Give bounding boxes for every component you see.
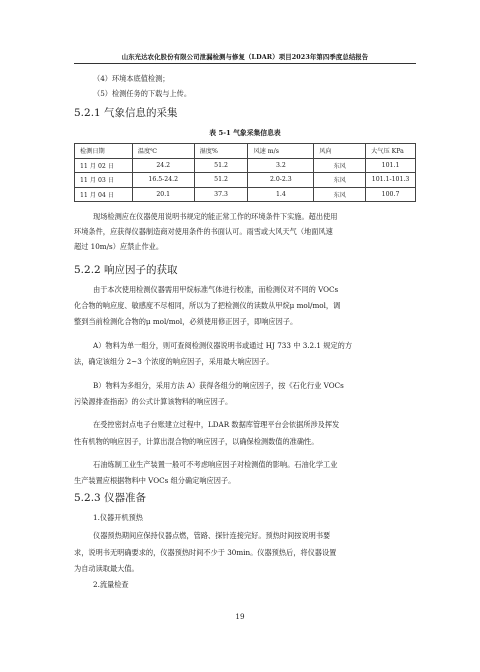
table-header-row xyxy=(75,144,416,159)
cell-temperature: 24.2 xyxy=(132,158,194,173)
header-temperature: 温度℃ xyxy=(132,144,194,159)
table-row xyxy=(75,173,416,188)
section-heading-5-2-1: 5.2.1 气象信息的采集 xyxy=(74,107,178,119)
cell-wind-speed: 2.0-2.3 xyxy=(248,173,314,188)
header-wind-direction: 风向 xyxy=(314,144,366,159)
cell-pressure: 100.7 xyxy=(366,187,416,202)
cell-pressure: 101.1 xyxy=(366,158,416,173)
paragraph-line: 污染源排查指南》的公式计算该物料的响应因子。 xyxy=(74,397,233,406)
table-row xyxy=(75,158,416,173)
paragraph-line: 由于本次使用检测仪器需用甲烷标准气体进行校准，而检测仪对不同的 VOCs xyxy=(93,285,339,294)
paragraph-line: 求，说明书无明确要求的，仪器预热时间不少于 30min。仪器预热后，将仪器设置 xyxy=(74,548,337,557)
paragraph-line: 在受控密封点电子台账建立过程中，LDAR 数据库管理平台会依据所涉及挥发 xyxy=(93,420,340,429)
paragraph-line: B）物料为多组分，采用方法 A）获得各组分的响应因子，按《石化行业 VOCs xyxy=(93,381,344,390)
paragraph-line: 仪器预热期间应保持仪器点燃，管路、探针连接完好。预热时间按说明书要 xyxy=(93,531,331,540)
page-number: 19 xyxy=(235,612,245,621)
cell-humidity: 51.2 xyxy=(194,173,248,188)
cell-wind-direction: 东风 xyxy=(314,187,366,202)
cell-wind-speed: 3.2 xyxy=(248,158,314,173)
sub-heading: 2.流量检查 xyxy=(93,580,129,589)
header-pressure: 大气压 KPa xyxy=(366,144,416,159)
paragraph-line: 生产装置应根据物料中 VOCs 组分确定响应因子。 xyxy=(74,476,236,485)
cell-date: 11 月 02 日 xyxy=(75,158,133,173)
paragraph-line: 石油炼制工业生产装置一般可不考虑响应因子对检测值的影响。石油化学工业 xyxy=(93,460,338,469)
cell-humidity: 51.2 xyxy=(194,158,248,173)
cell-pressure: 101.1-101.3 xyxy=(366,173,416,188)
header-wind-speed: 风速 m/s xyxy=(248,144,314,159)
cell-wind-direction: 东风 xyxy=(314,158,366,173)
cell-temperature: 20.1 xyxy=(132,187,194,202)
page-header: 山东光达农化股份有限公司泄漏检测与修复（LDAR）项目2023年第四季度总结报告 xyxy=(121,53,369,61)
paragraph-line: 超过 10m/s）应禁止作业。 xyxy=(74,242,164,251)
header-date: 检测日期 xyxy=(75,144,133,159)
paragraph-line: 性有机物的响应因子，计算出混合物的响应因子，以确保检测数值的准确性。 xyxy=(74,437,319,446)
weather-info-table xyxy=(74,143,416,202)
paragraph-line: 为自动读取最大值。 xyxy=(74,564,139,573)
paragraph-line: A）物料为单一组分，则可查阅检测仪器说明书或通过 HJ 733 中 3.2.1 规定的方 xyxy=(93,341,353,350)
cell-date: 11 月 03 日 xyxy=(75,173,133,188)
list-item-4: （4）环境本底值检测； xyxy=(93,74,170,83)
table-row xyxy=(75,187,416,202)
header-humidity: 湿度% xyxy=(194,144,248,159)
paragraph-line: 化合物的响应度、敏感度不尽相同，所以为了把检测仪的读数从甲烷μ mol/mol，调 xyxy=(74,301,341,310)
cell-wind-direction: 东风 xyxy=(314,173,366,188)
cell-humidity: 37.3 xyxy=(194,187,248,202)
section-heading-5-2-3: 5.2.3 仪器准备 xyxy=(74,492,147,504)
paragraph-line: 整到当前检测化合物的μ mol/mol，必须使用修正因子，即响应因子。 xyxy=(74,317,298,326)
table-caption: 表 5-1 气象采集信息表 xyxy=(209,129,281,137)
list-item-5: （5）检测任务的下载与上传。 xyxy=(93,89,192,98)
sub-heading: 1.仪器开机预热 xyxy=(93,513,143,522)
paragraph-line: 法，确定该组分 2~3 个浓度的响应因子，采用最大响应因子。 xyxy=(74,357,274,366)
cell-date: 11 月 04 日 xyxy=(75,187,133,202)
cell-temperature: 16.5-24.2 xyxy=(132,173,194,188)
section-heading-5-2-2: 5.2.2 响应因子的获取 xyxy=(74,264,178,276)
paragraph-line: 现场检测应在仪器使用说明书规定的能正常工作的环境条件下实施。超出使用 xyxy=(93,212,338,221)
header-rule xyxy=(74,63,416,64)
cell-wind-speed: 1.4 xyxy=(248,187,314,202)
paragraph-line: 环境条件，应获得仪器制造商对使用条件的书面认可。雨雪或大风天气（地面风速 xyxy=(74,227,333,236)
